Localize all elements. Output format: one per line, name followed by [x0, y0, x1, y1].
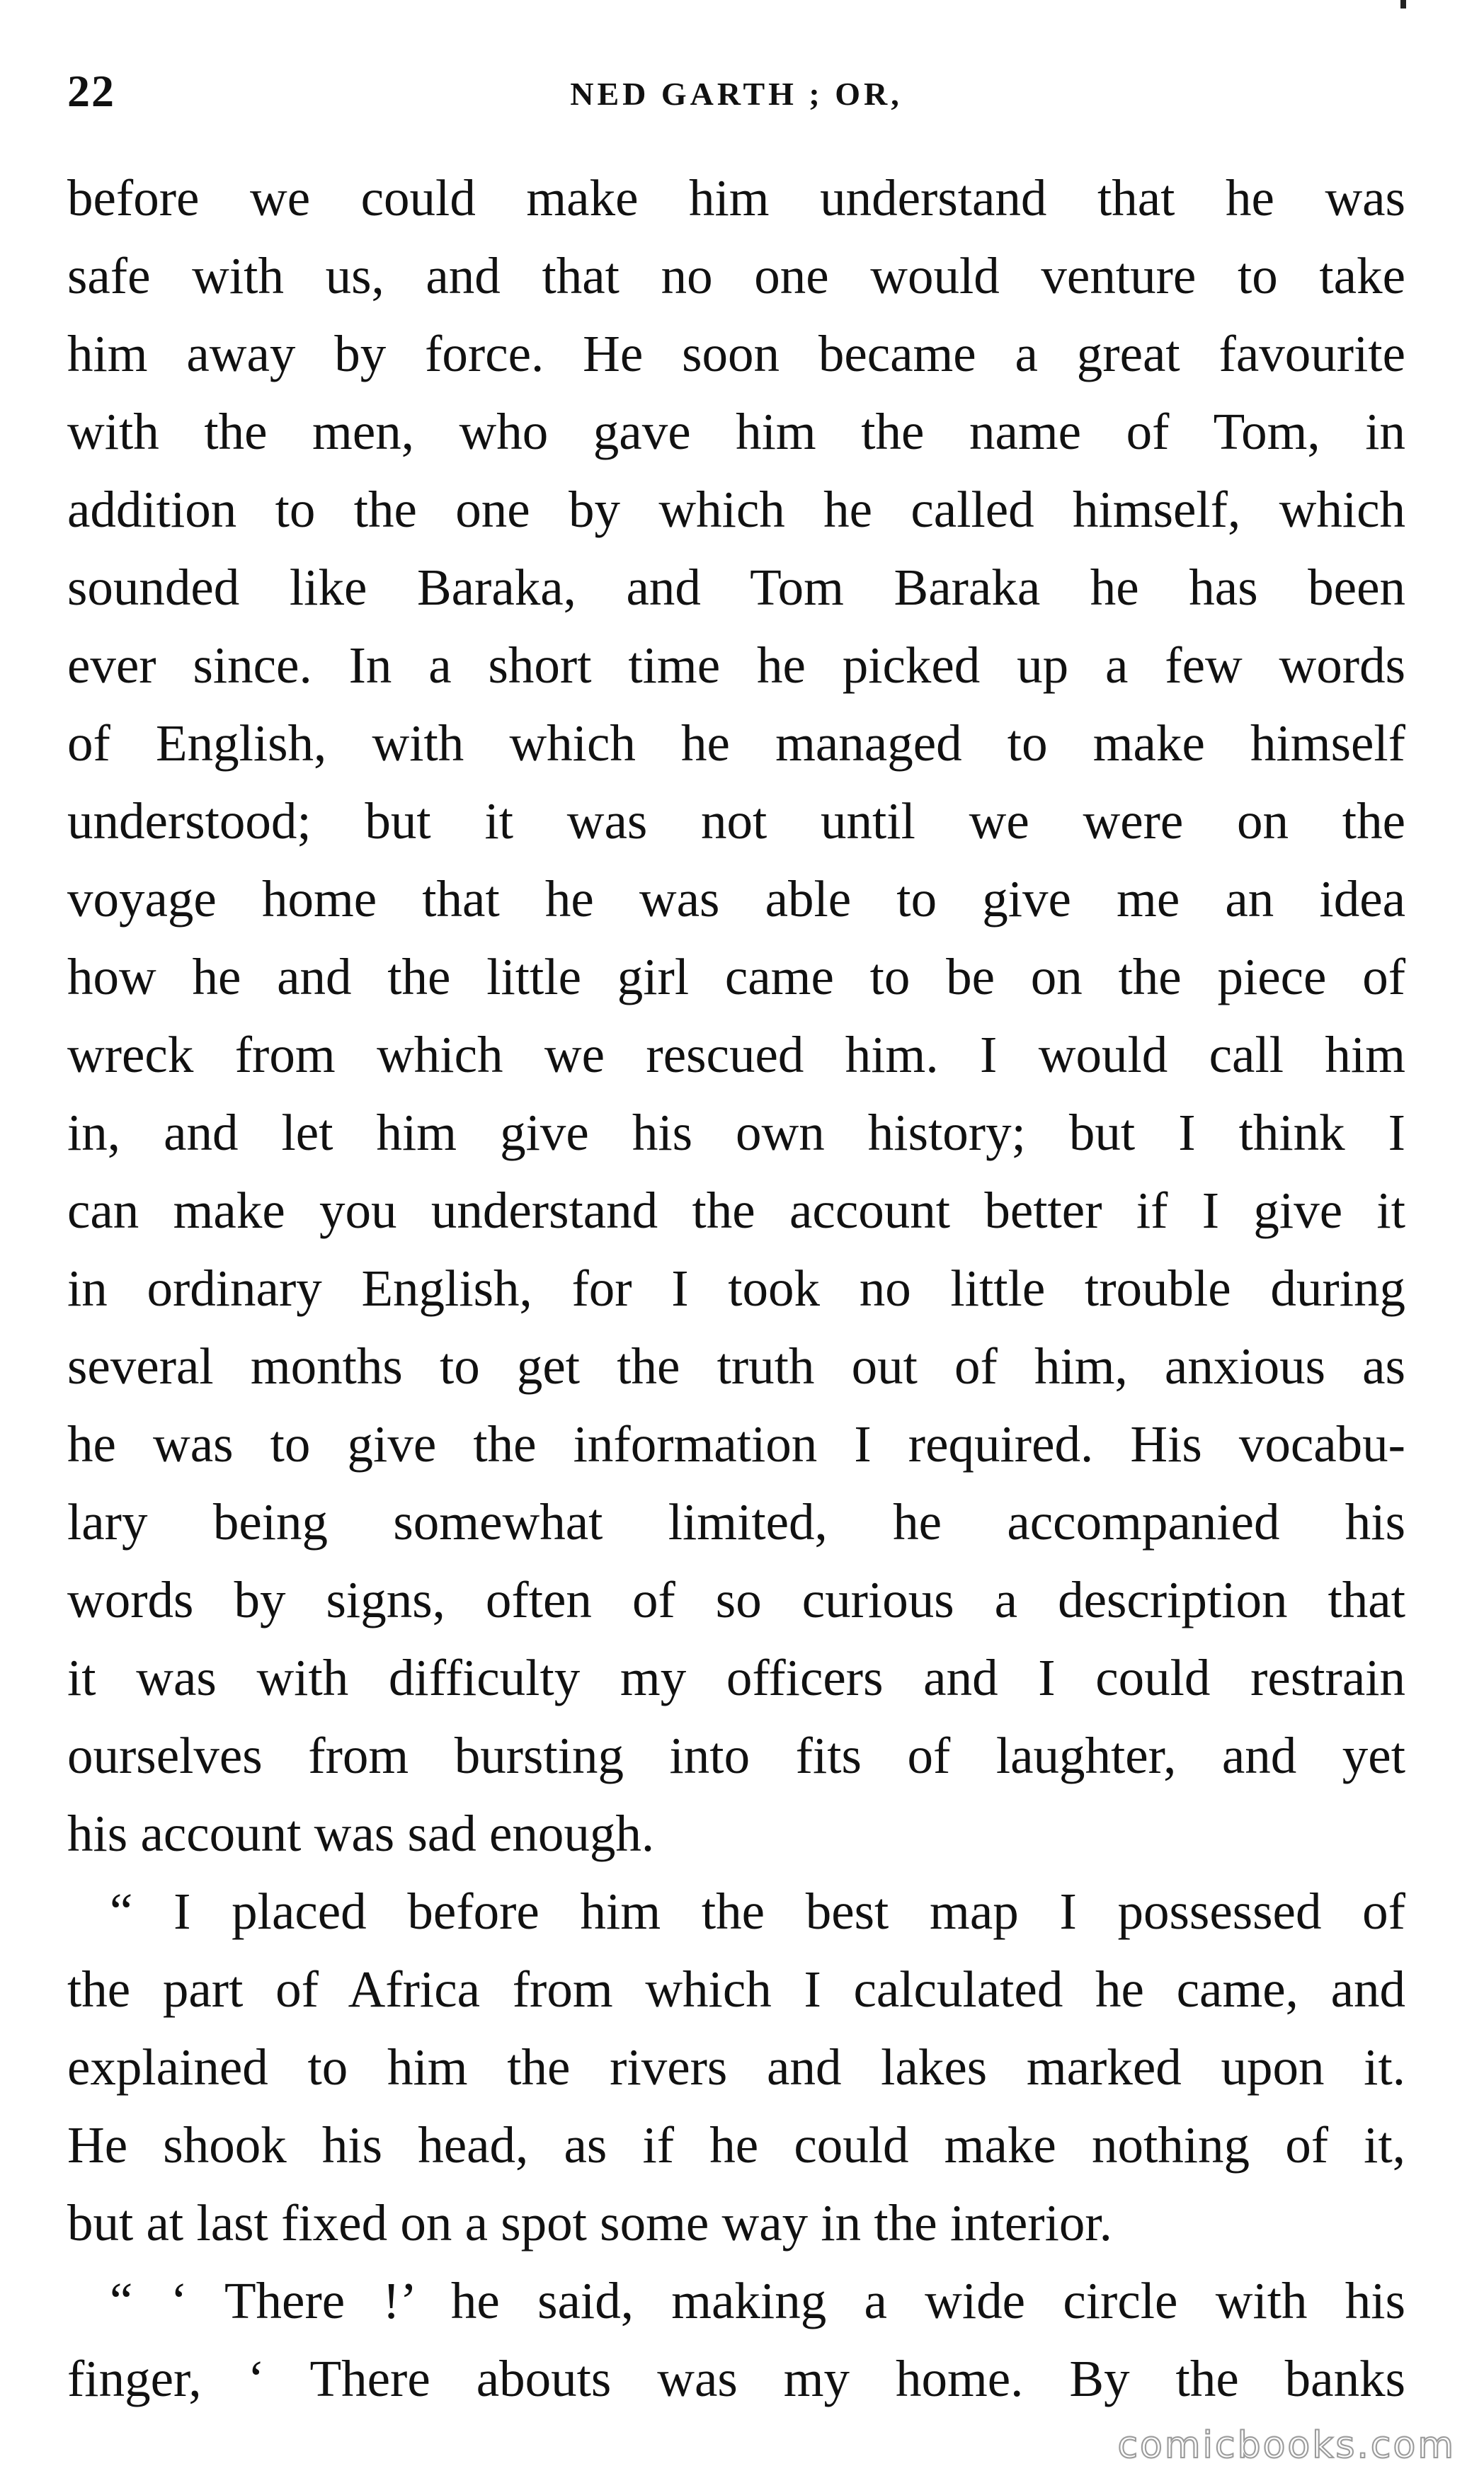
text-line: him away by force. He soon became a great favourite	[67, 325, 1405, 382]
text-line: in ordinary English, for I took no little trouble during	[67, 1260, 1405, 1317]
text-line: wreck from which we rescued him. I would call him	[67, 1026, 1405, 1083]
text-line: He shook his head, as if he could make nothing of it,	[67, 2116, 1405, 2174]
text-line: understood; but it was not until we were on the	[67, 792, 1405, 850]
text-line: can make you understand the account better if I give it	[67, 1182, 1405, 1239]
text-line: but at last fixed on a spot some way in the interior.	[67, 2194, 1112, 2252]
text-line: words by signs, often of so curious a description that	[67, 1571, 1405, 1628]
text-line: his account was sad enough.	[67, 1805, 655, 1862]
text-line: ever since. In a short time he picked up a few words	[67, 637, 1405, 694]
text-line: of English, with which he managed to make himself	[67, 714, 1405, 772]
text-line: how he and the little girl came to be on the piece of	[67, 948, 1405, 1005]
watermark: comicbooks.com	[1117, 2424, 1456, 2467]
text-line: in, and let him give his own history; but I think I	[67, 1104, 1405, 1161]
text-line: ourselves from bursting into fits of laughter, and yet	[67, 1727, 1405, 1784]
text-line: with the men, who gave him the name of Tom, in	[67, 403, 1405, 460]
text-line: he was to give the information I required. His vocabu-	[67, 1415, 1405, 1473]
text-line: it was with difficulty my officers and I could restrain	[67, 1649, 1405, 1706]
text-line: safe with us, and that no one would venture to take	[67, 247, 1405, 304]
page-header	[67, 65, 1405, 143]
body-text	[67, 159, 1405, 2418]
running-head: NED GARTH ; OR,	[570, 76, 903, 112]
corner-mark	[1400, 0, 1406, 8]
text-line: “ I placed before him the best map I possessed of	[110, 1883, 1405, 1940]
text-line: the part of Africa from which I calculated he came, and	[67, 1961, 1405, 2018]
text-line: voyage home that he was able to give me an idea	[67, 870, 1405, 928]
page-number: 22	[67, 66, 115, 116]
text-line: “ ‘ There !’ he said, making a wide circle with his	[110, 2272, 1405, 2329]
text-line: before we could make him understand that he was	[67, 169, 1405, 227]
text-line: sounded like Baraka, and Tom Baraka he has been	[67, 559, 1405, 616]
text-line: lary being somewhat limited, he accompanied his	[67, 1493, 1405, 1551]
text-line: explained to him the rivers and lakes marked upon it.	[67, 2038, 1405, 2096]
text-line: several months to get the truth out of him, anxious as	[67, 1337, 1405, 1395]
text-line: addition to the one by which he called himself, which	[67, 481, 1405, 538]
text-line: finger, ‘ There abouts was my home. By the banks	[67, 2350, 1405, 2407]
